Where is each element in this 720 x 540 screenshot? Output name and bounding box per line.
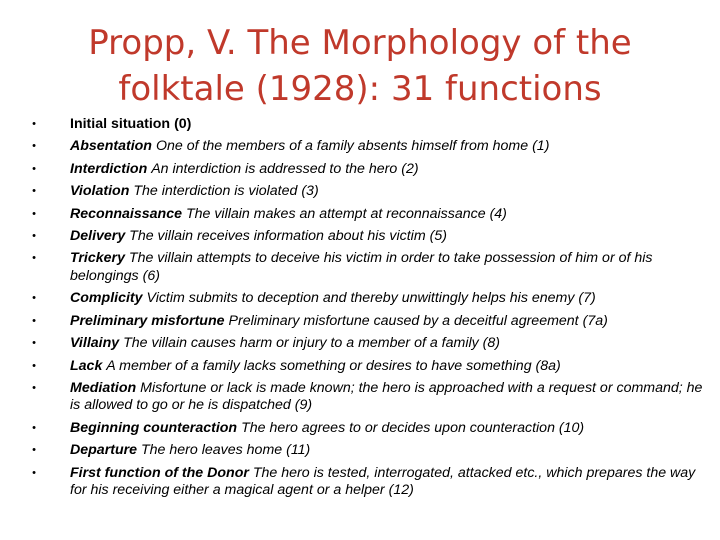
function-number: (11) [286,442,311,459]
list-item [28,250,708,285]
function-number: (9) [294,397,313,414]
bullet-icon: • [32,359,36,372]
bullet-icon: • [32,337,36,350]
function-number: (3) [301,183,319,200]
function-term: Delivery [70,227,126,244]
function-term: Villainy [70,335,120,352]
function-description: The villain attempts to deceive his victim in order to take possession of him or of his belongings [70,250,653,284]
list-item [28,358,708,376]
list-item [28,420,708,438]
list-item [28,313,708,331]
list-item [28,161,708,179]
bullet-icon: • [32,185,36,198]
function-description: The villain causes harm or injury to a member of a family [123,335,479,352]
function-number: (5) [429,227,447,244]
function-description: The hero is tested, interrogated, attacked etc., which prepares the way for his receiving either a magical agent or a helper [70,464,696,499]
function-term: First function of the Donor [70,464,249,481]
function-number: (7a) [582,312,608,329]
bullet-icon: • [32,444,36,457]
function-term: Interdiction [70,160,148,177]
function-description: Victim submits to deception and thereby unwittingly helps his enemy [146,290,575,307]
list-item [28,380,708,415]
function-term: Lack [70,357,103,374]
title-line-2: folktale (1928): 31 functions [118,69,602,109]
function-number: (1) [532,138,550,155]
list-item [28,138,708,156]
list-item [28,335,708,353]
function-description: One of the members of a family absents himself from home [155,138,529,155]
function-number: (2) [401,160,419,177]
function-number: (8) [482,335,501,352]
function-number: (6) [142,267,160,284]
bullet-icon: • [32,421,36,434]
function-description: Preliminary misfortune caused by a deceitful agreement [228,312,579,329]
function-term: Initial situation [70,116,171,132]
function-term: Beginning counteraction [70,419,238,436]
function-number: (12) [388,482,414,499]
list-item [28,465,708,500]
function-description: The villain makes an attempt at reconnaissance [185,205,486,222]
list-item [28,116,708,134]
bullet-icon: • [32,207,36,220]
bullet-icon: • [32,292,36,305]
list-item [28,228,708,246]
bullet-icon: • [32,466,36,479]
function-term: Mediation [70,379,137,396]
function-number: (10) [558,419,585,436]
function-term: Departure [70,442,138,459]
function-description: The hero leaves home [140,442,283,459]
bullet-icon: • [32,162,36,175]
function-term: Preliminary misfortune [70,312,225,329]
slide-title [40,20,680,112]
bullet-icon: • [32,314,36,327]
function-description: A member of a family lacks something or desires to have something [106,357,532,374]
function-description: The hero agrees to or decides upon counteraction [241,419,555,436]
function-number: (7) [578,290,596,307]
list-item [28,206,708,224]
list-item [28,290,708,308]
function-term: Violation [70,183,130,200]
function-description: The interdiction is violated [133,183,298,200]
list-item [28,442,708,460]
function-term: Trickery [70,250,125,267]
function-term: Reconnaissance [70,205,182,222]
bullet-icon: • [32,252,36,265]
function-description: An interdiction is addressed to the hero [151,160,398,177]
bullet-icon: • [32,381,36,394]
function-number: (8a) [535,357,561,374]
bullet-icon: • [32,229,36,242]
bullet-icon: • [32,140,36,153]
title-line-1: Propp, V. The Morphology of the [88,23,632,63]
bullet-icon: • [32,118,36,130]
function-number: (4) [489,205,507,222]
function-number: (0) [174,116,192,132]
function-description: Misfortune or lack is made known; the hero is approached with a request or command; he is allowed to go or he is dispatched [70,379,703,414]
functions-list [28,116,708,505]
function-description: The villain receives information about his victim [129,227,426,244]
function-term: Absentation [70,138,152,155]
function-term: Complicity [70,290,143,307]
list-item [28,183,708,201]
